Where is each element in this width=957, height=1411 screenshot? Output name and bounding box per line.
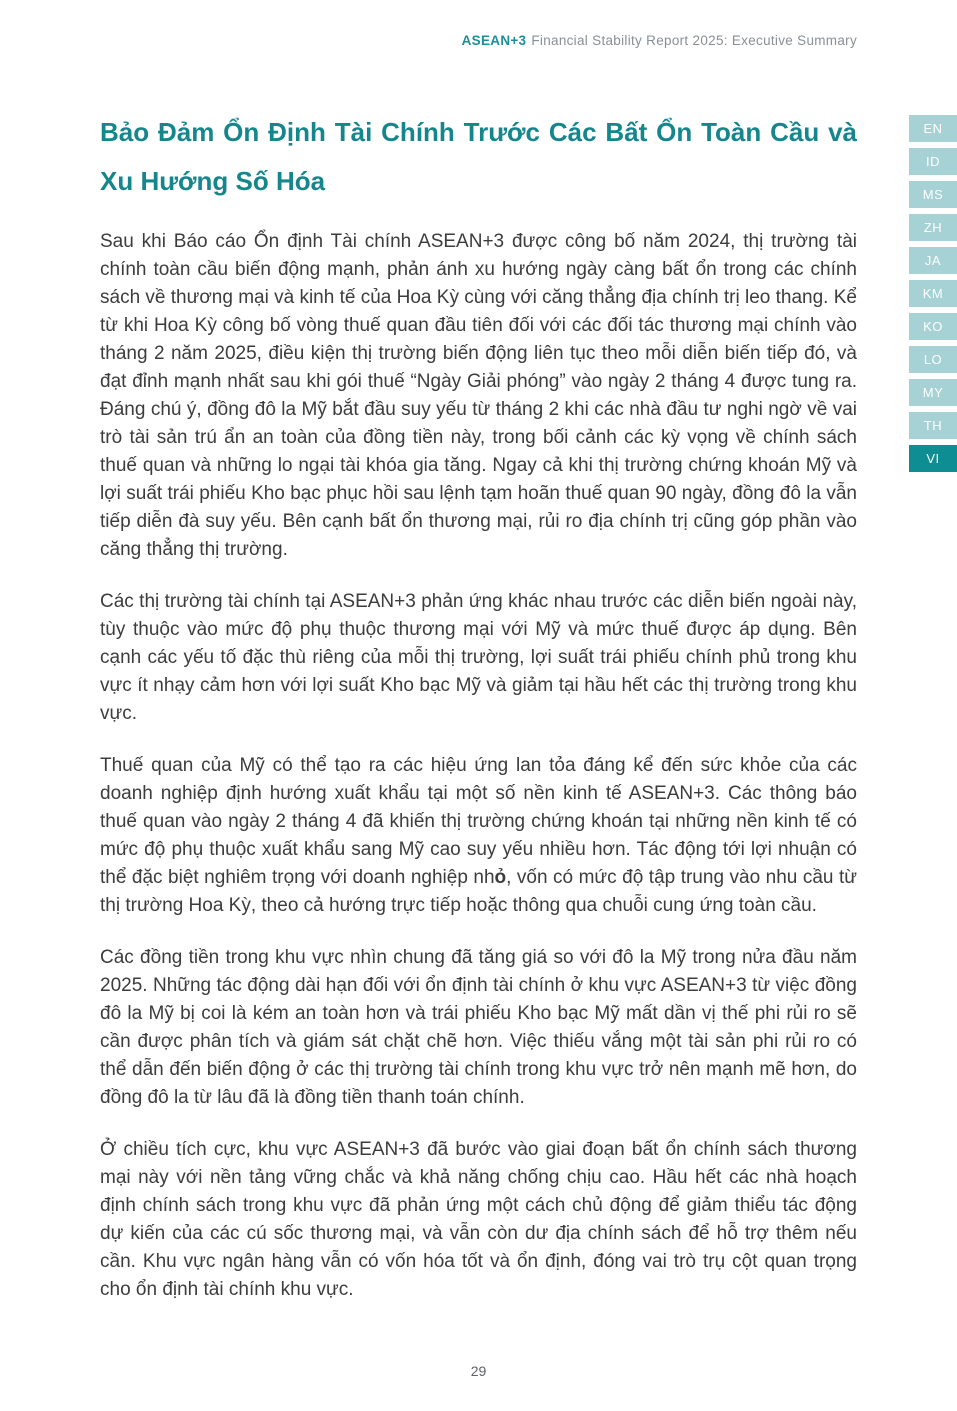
paragraph-4: Các đồng tiền trong khu vực nhìn chung đã tăng giá so với đô la Mỹ trong nửa đầu năm 2025. Những tác động dài hạn đối với ổn định tài chính ở khu vực ASEAN+3 từ việc đồng đô la Mỹ bị coi là kém an toàn hơn và trái phiếu Kho bạc Mỹ mất dần vị thế phi rủi ro sẽ cần được phân tích và giám sát chặt chẽ hơn. Việc thiếu vắng một tài sản phi rủi ro có thể dẫn đến biến động ở các thị trường tài chính trong khu vực trở nên mạnh mẽ hơn, do đồng đô la từ lâu đã là đồng tiền thanh toán chính. bbox=[100, 947, 857, 1108]
paragraph-3-text-start: Thuế quan của Mỹ có thể tạo ra các hiệu ứng lan tỏa đáng kể đến sức khỏe của các doanh nghiệp định hướng xuất khẩu tại một số nền kinh tế ASEAN+3. Các thông báo thuế quan vào ngày 2 tháng 4 đã khiến thị trường chứng khoán tại những nền kinh tế có mức độ phụ thuộc xuất khẩu sang Mỹ cao suy yếu nhiều hơn. Tác động tới lợi nhuận có thể đặc biệt nghiêm trọng với doanh nghiệp nh bbox=[100, 755, 857, 888]
page-title: Bảo Đảm Ổn Định Tài Chính Trước Các Bất Ổn Toàn Cầu và Xu Hướng Số Hóa bbox=[100, 117, 857, 196]
language-tab-km[interactable]: KM bbox=[909, 280, 957, 307]
header-title: Financial Stability Report 2025: Executive Summary bbox=[531, 33, 857, 48]
language-tab-en[interactable]: EN bbox=[909, 115, 957, 142]
page-content bbox=[100, 108, 857, 1328]
running-header bbox=[100, 33, 857, 48]
paragraph-2: Các thị trường tài chính tại ASEAN+3 phản ứng khác nhau trước các diễn biến ngoài này, tùy thuộc vào mức độ phụ thuộc thương mại với Mỹ và mức thuế được áp dụng. Bên cạnh các yếu tố đặc thù riêng của mỗi thị trường, lợi suất trái phiếu chính phủ trong khu vực ít nhạy cảm hơn với lợi suất Kho bạc Mỹ và giảm tại hầu hết các thị trường trong khu vực. bbox=[100, 591, 857, 724]
language-tab-id[interactable]: ID bbox=[909, 148, 957, 175]
language-tab-zh[interactable]: ZH bbox=[909, 214, 957, 241]
paragraph-3-text-end: , vốn có mức độ tập trung vào nhu cầu từ thị trường Hoa Kỳ, theo cả hướng trực tiếp hoặc thông qua chuỗi cung ứng toàn cầu. bbox=[100, 867, 857, 916]
language-tab-lo[interactable]: LO bbox=[909, 346, 957, 373]
language-tab-ko[interactable]: KO bbox=[909, 313, 957, 340]
language-tab-ms[interactable]: MS bbox=[909, 181, 957, 208]
paragraph-3 bbox=[100, 752, 857, 920]
header-brand: ASEAN+3 bbox=[461, 33, 527, 48]
page-number: 29 bbox=[470, 1363, 487, 1379]
paragraph-1: Sau khi Báo cáo Ổn định Tài chính ASEAN+3 được công bố năm 2024, thị trường tài chính toàn cầu biến động mạnh, phản ánh xu hướng ngày càng bất ổn trong các chính sách về thương mại và kinh tế của Hoa Kỳ cùng với căng thẳng địa chính trị leo thang. Kể từ khi Hoa Kỳ công bố vòng thuế quan đầu tiên đối với các đối tác thương mại chính vào tháng 2 năm 2025, điều kiện thị trường biến động liên tục theo mỗi diễn biến tiếp đó, và đạt đỉnh mạnh nhất sau khi gói thuế “Ngày Giải phóng” vào ngày 2 tháng 4 được tung ra. Đáng chú ý, đồng đô la Mỹ bắt đầu suy yếu từ tháng 2 khi các nhà đầu tư nghi ngờ về vai trò tài sản trú ẩn an toàn của đồng tiền này, trong bối cảnh các kỳ vọng về chính sách thuế quan và những lo ngại tài khóa gia tăng. Ngay cả khi thị trường chứng khoán Mỹ và lợi suất trái phiếu Kho bạc phục hồi sau lệnh tạm hoãn thuế quan 90 ngày, đồng đô la vẫn tiếp diễn đà suy yếu. Bên cạnh bất ổn thương mại, rủi ro địa chính trị cũng góp phần vào căng thẳng thị trường. bbox=[100, 231, 857, 560]
language-tab-my[interactable]: MY bbox=[909, 379, 957, 406]
paragraph-5: Ở chiều tích cực, khu vực ASEAN+3 đã bước vào giai đoạn bất ổn chính sách thương mại này với nền tảng vững chắc và khả năng chống chịu cao. Hầu hết các nhà hoạch định chính sách trong khu vực đã phản ứng một cách chủ động để giảm thiểu tác động dự kiến của các cú sốc thương mại, và vẫn còn dư địa chính sách để hỗ trợ thêm nếu cần. Khu vực ngân hàng vẫn có vốn hóa tốt và ổn định, đóng vai trò trụ cột quan trọng cho ổn định tài chính khu vực. bbox=[100, 1139, 857, 1300]
language-sidebar bbox=[909, 115, 957, 472]
language-tab-vi[interactable]: VI bbox=[909, 445, 957, 472]
language-tab-th[interactable]: TH bbox=[909, 412, 957, 439]
paragraph-3-bold-char: ỏ bbox=[494, 867, 507, 888]
language-tab-ja[interactable]: JA bbox=[909, 247, 957, 274]
